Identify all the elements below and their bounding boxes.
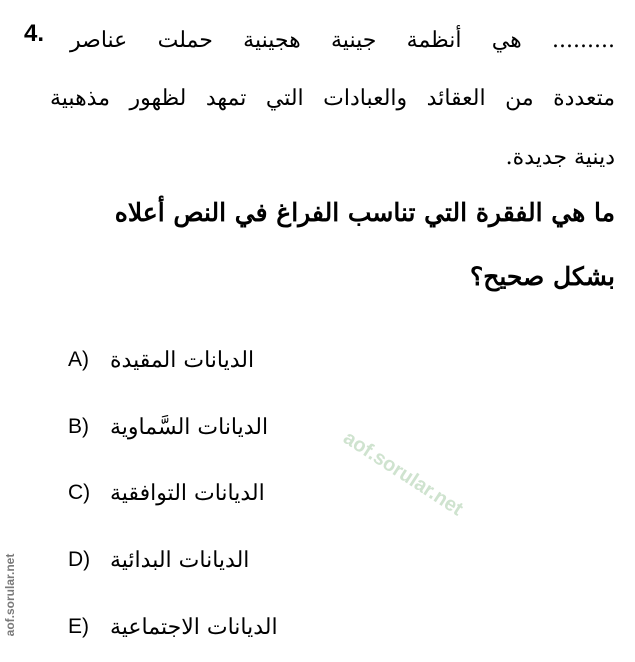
passage-line: متعددة من العقائد والعبادات التي تمهد لظهور مذهبية — [50, 86, 615, 111]
passage-line: دينية جديدة. — [505, 145, 615, 170]
option-letter: D) — [68, 548, 91, 571]
option-b[interactable] — [68, 410, 268, 444]
option-text: الديانات الاجتماعية — [110, 614, 278, 640]
option-letter: B) — [68, 415, 89, 438]
option-text: الديانات المقيدة — [110, 347, 255, 373]
option-text: الديانات السَّماوية — [110, 414, 269, 440]
option-letter: C) — [68, 481, 91, 504]
option-letter: A) — [68, 348, 89, 371]
option-text: الديانات التوافقية — [110, 480, 265, 506]
side-watermark: aof.sorular.net — [3, 553, 17, 637]
option-e[interactable] — [68, 610, 278, 644]
question-number: 4. — [24, 20, 45, 47]
option-a[interactable] — [68, 343, 254, 377]
passage-line: ......... هي أنظمة جينية هجينية حملت عناصر — [70, 28, 615, 53]
option-c[interactable] — [68, 476, 265, 510]
option-d[interactable] — [68, 543, 249, 577]
prompt-line: بشكل صحيح؟ — [469, 262, 615, 291]
diagonal-watermark: aof.sorular.net — [339, 426, 467, 521]
option-text: الديانات البدائية — [110, 547, 250, 573]
prompt-line: ما هي الفقرة التي تناسب الفراغ في النص أعلاه — [114, 198, 615, 227]
option-letter: E) — [68, 615, 89, 638]
